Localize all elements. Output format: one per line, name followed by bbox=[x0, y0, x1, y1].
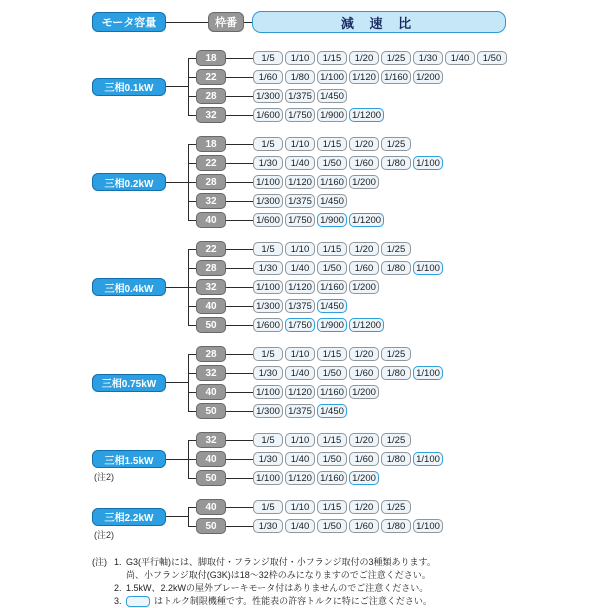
ratio-box: 1/40 bbox=[285, 452, 315, 466]
motor-capacity-label: 三相0.75kW bbox=[92, 374, 166, 392]
capacity-group bbox=[92, 499, 600, 540]
frame-rows bbox=[188, 136, 443, 228]
branch-line bbox=[188, 392, 196, 393]
ratio-box: 1/5 bbox=[253, 51, 283, 65]
ratio-list bbox=[253, 500, 411, 514]
footnote-line-2 bbox=[92, 569, 600, 582]
ratio-box-torque-limited: 1/900 bbox=[317, 318, 347, 332]
ratio-box: 1/10 bbox=[285, 347, 315, 361]
ratio-box: 1/600 bbox=[253, 108, 283, 122]
connector-line bbox=[226, 287, 253, 288]
ratio-box: 1/80 bbox=[285, 70, 315, 84]
connector-line bbox=[226, 182, 253, 183]
branch-line bbox=[188, 58, 196, 59]
frame-number-box: 28 bbox=[196, 346, 226, 362]
ratio-box: 1/5 bbox=[253, 500, 283, 514]
ratio-box: 1/375 bbox=[285, 89, 315, 103]
ratio-box: 1/15 bbox=[317, 347, 347, 361]
frame-number-box: 32 bbox=[196, 432, 226, 448]
frame-row bbox=[188, 155, 443, 171]
ratio-box: 1/5 bbox=[253, 242, 283, 256]
capacity-group bbox=[92, 432, 600, 486]
note-number: 3. bbox=[114, 596, 122, 607]
ratio-box-torque-limited: 1/750 bbox=[285, 318, 315, 332]
ratio-box: 1/80 bbox=[381, 156, 411, 170]
frame-row bbox=[188, 403, 443, 419]
connector-line bbox=[226, 392, 253, 393]
frame-row bbox=[188, 279, 443, 295]
capacity-group bbox=[92, 346, 600, 419]
ratio-list bbox=[253, 51, 507, 65]
branch-line bbox=[188, 325, 196, 326]
connector-line bbox=[166, 459, 188, 460]
note-prefix: (注) bbox=[92, 557, 107, 567]
ratio-box: 1/160 bbox=[381, 70, 411, 84]
ratio-box: 1/20 bbox=[349, 51, 379, 65]
ratio-box: 1/15 bbox=[317, 51, 347, 65]
ratio-box: 1/450 bbox=[317, 194, 347, 208]
ratio-box: 1/40 bbox=[285, 366, 315, 380]
ratio-box: 1/100 bbox=[317, 70, 347, 84]
ratio-list bbox=[253, 299, 347, 313]
ratio-box: 1/40 bbox=[285, 261, 315, 275]
torque-limited-model-icon bbox=[126, 596, 150, 607]
frame-number-box: 22 bbox=[196, 241, 226, 257]
branch-line bbox=[188, 144, 196, 145]
ratio-box: 1/5 bbox=[253, 347, 283, 361]
frame-row bbox=[188, 470, 443, 486]
branch-line bbox=[188, 478, 196, 479]
ratio-box: 1/20 bbox=[349, 433, 379, 447]
connector-line bbox=[226, 163, 253, 164]
connector-line bbox=[226, 268, 253, 269]
ratio-box: 1/40 bbox=[445, 51, 475, 65]
frame-rows bbox=[188, 50, 507, 123]
reduction-ratio-header: 減 速 比 bbox=[252, 11, 506, 33]
branch-line bbox=[188, 306, 196, 307]
frame-row bbox=[188, 241, 443, 257]
ratio-list bbox=[253, 385, 379, 399]
ratio-box: 1/200 bbox=[349, 175, 379, 189]
frame-row bbox=[188, 69, 507, 85]
connector-line bbox=[226, 440, 253, 441]
connector-line bbox=[226, 411, 253, 412]
ratio-box: 1/15 bbox=[317, 137, 347, 151]
frame-number-box: 32 bbox=[196, 193, 226, 209]
motor-capacity-label: 三相0.1kW bbox=[92, 78, 166, 96]
motor-capacity-cell bbox=[92, 241, 166, 333]
ratio-box-torque-limited: 1/450 bbox=[317, 299, 347, 313]
frame-row bbox=[188, 174, 443, 190]
frame-row bbox=[188, 317, 443, 333]
ratio-box: 1/30 bbox=[253, 452, 283, 466]
branch-line bbox=[188, 354, 196, 355]
ratio-box: 1/300 bbox=[253, 194, 283, 208]
ratio-box: 1/60 bbox=[349, 156, 379, 170]
frame-rows bbox=[188, 432, 443, 486]
motor-capacity-label: 三相1.5kW bbox=[92, 450, 166, 468]
ratio-box-torque-limited: 1/200 bbox=[349, 471, 379, 485]
frame-rows bbox=[188, 241, 443, 333]
motor-capacity-cell bbox=[92, 50, 166, 123]
frame-row bbox=[188, 212, 443, 228]
ratio-box: 1/30 bbox=[253, 261, 283, 275]
frame-rows bbox=[188, 346, 443, 419]
ratio-box: 1/200 bbox=[349, 280, 379, 294]
branch-line bbox=[188, 440, 196, 441]
ratio-box: 1/160 bbox=[317, 471, 347, 485]
frame-number-box: 40 bbox=[196, 451, 226, 467]
frame-row bbox=[188, 50, 507, 66]
connector-line bbox=[226, 478, 253, 479]
ratio-box: 1/25 bbox=[381, 500, 411, 514]
ratio-list bbox=[253, 366, 443, 380]
capacity-note: (注2) bbox=[94, 472, 114, 482]
ratio-box: 1/50 bbox=[317, 366, 347, 380]
branch-line bbox=[188, 287, 196, 288]
ratio-box-torque-limited: 1/450 bbox=[317, 404, 347, 418]
connector-line bbox=[226, 507, 253, 508]
ratio-box: 1/900 bbox=[317, 108, 347, 122]
ratio-box: 1/50 bbox=[317, 452, 347, 466]
ratio-box-torque-limited: 1/100 bbox=[413, 366, 443, 380]
frame-row bbox=[188, 346, 443, 362]
ratio-box: 1/160 bbox=[317, 385, 347, 399]
frame-row bbox=[188, 88, 507, 104]
ratio-box: 1/10 bbox=[285, 433, 315, 447]
frame-number-box: 50 bbox=[196, 403, 226, 419]
ratio-box-torque-limited: 1/100 bbox=[413, 156, 443, 170]
ratio-box: 1/15 bbox=[317, 242, 347, 256]
frame-number-box: 18 bbox=[196, 50, 226, 66]
branch-line bbox=[188, 220, 196, 221]
frame-row bbox=[188, 451, 443, 467]
connector-line bbox=[226, 220, 253, 221]
ratio-box: 1/600 bbox=[253, 318, 283, 332]
ratio-box: 1/100 bbox=[253, 175, 283, 189]
ratio-box: 1/40 bbox=[285, 519, 315, 533]
connector-line bbox=[166, 22, 208, 23]
footnote-line-4 bbox=[92, 595, 600, 608]
ratio-box: 1/160 bbox=[317, 175, 347, 189]
connector-line bbox=[226, 58, 253, 59]
ratio-box: 1/20 bbox=[349, 347, 379, 361]
motor-capacity-label: 三相2.2kW bbox=[92, 508, 166, 526]
frame-number-box: 22 bbox=[196, 155, 226, 171]
frame-number-box: 18 bbox=[196, 136, 226, 152]
ratio-box: 1/100 bbox=[413, 519, 443, 533]
motor-capacity-label: 三相0.4kW bbox=[92, 278, 166, 296]
ratio-box: 1/100 bbox=[253, 471, 283, 485]
connector-line bbox=[166, 516, 188, 517]
ratio-box-torque-limited: 1/900 bbox=[317, 213, 347, 227]
motor-capacity-cell bbox=[92, 499, 166, 540]
ratio-box: 1/60 bbox=[349, 452, 379, 466]
ratio-box: 1/80 bbox=[381, 452, 411, 466]
motor-capacity-label: 三相0.2kW bbox=[92, 173, 166, 191]
ratio-box-torque-limited: 1/1200 bbox=[349, 318, 384, 332]
ratio-list bbox=[253, 318, 384, 332]
ratio-box: 1/160 bbox=[317, 280, 347, 294]
ratio-box: 1/25 bbox=[381, 51, 411, 65]
ratio-box: 1/300 bbox=[253, 299, 283, 313]
capacity-group bbox=[92, 50, 600, 123]
ratio-box: 1/10 bbox=[285, 51, 315, 65]
ratio-box: 1/200 bbox=[413, 70, 443, 84]
connector-line bbox=[226, 77, 253, 78]
ratio-list bbox=[253, 261, 443, 275]
capacity-note: (注2) bbox=[94, 529, 114, 540]
frame-number-box: 28 bbox=[196, 174, 226, 190]
ratio-list bbox=[253, 471, 379, 485]
ratio-list bbox=[253, 89, 347, 103]
ratio-box: 1/600 bbox=[253, 213, 283, 227]
branch-line bbox=[188, 201, 196, 202]
note-text: 尚、小フランジ取付(G3K)は18～32枠のみになりますのでご注意ください。 bbox=[126, 570, 431, 581]
branch-line bbox=[188, 459, 196, 460]
ratio-box: 1/10 bbox=[285, 137, 315, 151]
motor-capacity-header: モータ容量 bbox=[92, 12, 166, 32]
ratio-box: 1/25 bbox=[381, 433, 411, 447]
ratio-box: 1/300 bbox=[253, 404, 283, 418]
frame-number-box: 40 bbox=[196, 298, 226, 314]
connector-line bbox=[166, 382, 188, 383]
ratio-list bbox=[253, 213, 384, 227]
ratio-box: 1/100 bbox=[253, 385, 283, 399]
ratio-box: 1/25 bbox=[381, 347, 411, 361]
frame-number-box: 50 bbox=[196, 317, 226, 333]
ratio-box-torque-limited: 1/100 bbox=[413, 452, 443, 466]
frame-row bbox=[188, 365, 443, 381]
connector-line bbox=[226, 306, 253, 307]
frame-number-box: 22 bbox=[196, 69, 226, 85]
branch-line bbox=[188, 373, 196, 374]
capacity-group bbox=[92, 241, 600, 333]
ratio-box: 1/30 bbox=[253, 156, 283, 170]
connector-line bbox=[226, 249, 253, 250]
frame-number-box: 28 bbox=[196, 88, 226, 104]
ratio-box: 1/30 bbox=[253, 519, 283, 533]
ratio-box: 1/375 bbox=[285, 299, 315, 313]
footnote-line-3 bbox=[92, 582, 600, 595]
branch-line bbox=[188, 268, 196, 269]
branch-line bbox=[188, 77, 196, 78]
frame-number-box: 40 bbox=[196, 384, 226, 400]
branch-line bbox=[188, 526, 196, 527]
ratio-box: 1/20 bbox=[349, 137, 379, 151]
connector-line bbox=[226, 325, 253, 326]
note-text: はトルク制限機種です。性能表の許容トルクに特にご注意ください。 bbox=[154, 596, 432, 607]
frame-number-box: 50 bbox=[196, 518, 226, 534]
ratio-box: 1/50 bbox=[317, 519, 347, 533]
ratio-box: 1/50 bbox=[317, 156, 347, 170]
motor-capacity-cell bbox=[92, 432, 166, 486]
ratio-box: 1/300 bbox=[253, 89, 283, 103]
frame-number-box: 32 bbox=[196, 107, 226, 123]
ratio-box: 1/80 bbox=[381, 261, 411, 275]
ratio-box: 1/60 bbox=[349, 261, 379, 275]
ratio-box: 1/120 bbox=[285, 175, 315, 189]
ratio-box: 1/60 bbox=[349, 519, 379, 533]
branch-line bbox=[188, 115, 196, 116]
ratio-box: 1/15 bbox=[317, 433, 347, 447]
ratio-box: 1/750 bbox=[285, 108, 315, 122]
ratio-box: 1/60 bbox=[349, 366, 379, 380]
ratio-box: 1/10 bbox=[285, 500, 315, 514]
note-number: 2. bbox=[114, 583, 122, 594]
frame-number-box: 40 bbox=[196, 499, 226, 515]
ratio-box: 1/25 bbox=[381, 137, 411, 151]
motor-capacity-cell bbox=[92, 346, 166, 419]
ratio-box: 1/200 bbox=[349, 385, 379, 399]
footnote-line-1 bbox=[92, 556, 600, 569]
ratio-box: 1/750 bbox=[285, 213, 315, 227]
ratio-box: 1/50 bbox=[477, 51, 507, 65]
frame-row bbox=[188, 107, 507, 123]
frame-number-box: 28 bbox=[196, 260, 226, 276]
ratio-box: 1/80 bbox=[381, 366, 411, 380]
ratio-box: 1/100 bbox=[253, 280, 283, 294]
capacity-group bbox=[92, 136, 600, 228]
ratio-box: 1/60 bbox=[253, 70, 283, 84]
frame-number-box: 40 bbox=[196, 212, 226, 228]
ratio-box: 1/5 bbox=[253, 433, 283, 447]
ratio-list bbox=[253, 404, 347, 418]
frame-row bbox=[188, 136, 443, 152]
ratio-box: 1/375 bbox=[285, 194, 315, 208]
note-text: 1.5kW、2.2kWの屋外ブレーキモータ付はありませんのでご注意ください。 bbox=[126, 583, 429, 594]
connector-line bbox=[226, 373, 253, 374]
ratio-box: 1/25 bbox=[381, 242, 411, 256]
ratio-list bbox=[253, 175, 379, 189]
frame-number-header: 枠番 bbox=[208, 12, 244, 32]
ratio-list bbox=[253, 70, 443, 84]
branch-line bbox=[188, 411, 196, 412]
ratio-box-torque-limited: 1/1200 bbox=[349, 213, 384, 227]
ratio-box: 1/50 bbox=[317, 261, 347, 275]
ratio-box-torque-limited: 1/1200 bbox=[349, 108, 384, 122]
connector-line bbox=[226, 459, 253, 460]
connector-line bbox=[226, 96, 253, 97]
note-text: G3(平行軸)には、脚取付・フランジ取付・小フランジ取付の3種類あります。 bbox=[126, 557, 436, 567]
connector-line bbox=[244, 22, 252, 23]
ratio-list bbox=[253, 108, 384, 122]
ratio-box-torque-limited: 1/100 bbox=[413, 261, 443, 275]
ratio-list bbox=[253, 519, 443, 533]
ratio-list bbox=[253, 194, 347, 208]
motor-capacity-cell bbox=[92, 136, 166, 228]
ratio-box: 1/120 bbox=[285, 471, 315, 485]
branch-line bbox=[188, 96, 196, 97]
ratio-box: 1/20 bbox=[349, 500, 379, 514]
frame-row bbox=[188, 298, 443, 314]
frame-row bbox=[188, 260, 443, 276]
ratio-box: 1/30 bbox=[253, 366, 283, 380]
connector-line bbox=[166, 86, 188, 87]
ratio-list bbox=[253, 137, 411, 151]
capacity-groups bbox=[92, 50, 600, 540]
ratio-box: 1/120 bbox=[285, 280, 315, 294]
ratio-box: 1/120 bbox=[285, 385, 315, 399]
ratio-box: 1/375 bbox=[285, 404, 315, 418]
branch-line bbox=[188, 507, 196, 508]
connector-line bbox=[166, 287, 188, 288]
connector-line bbox=[226, 144, 253, 145]
ratio-box: 1/80 bbox=[381, 519, 411, 533]
ratio-box: 1/40 bbox=[285, 156, 315, 170]
branch-line bbox=[188, 182, 196, 183]
ratio-box: 1/5 bbox=[253, 137, 283, 151]
ratio-list bbox=[253, 280, 379, 294]
connector-line bbox=[226, 526, 253, 527]
connector-line bbox=[226, 201, 253, 202]
connector-line bbox=[226, 115, 253, 116]
note-number: 1. bbox=[114, 557, 122, 567]
frame-row bbox=[188, 384, 443, 400]
ratio-box: 1/10 bbox=[285, 242, 315, 256]
frame-number-box: 32 bbox=[196, 365, 226, 381]
ratio-list bbox=[253, 242, 411, 256]
connector-line bbox=[226, 354, 253, 355]
ratio-box: 1/30 bbox=[413, 51, 443, 65]
diagram-header bbox=[92, 10, 600, 34]
frame-number-box: 32 bbox=[196, 279, 226, 295]
ratio-list bbox=[253, 452, 443, 466]
connector-line bbox=[166, 182, 188, 183]
ratio-box: 1/20 bbox=[349, 242, 379, 256]
frame-row bbox=[188, 518, 443, 534]
ratio-box: 1/15 bbox=[317, 500, 347, 514]
frame-rows bbox=[188, 499, 443, 534]
frame-number-box: 50 bbox=[196, 470, 226, 486]
branch-line bbox=[188, 249, 196, 250]
frame-row bbox=[188, 499, 443, 515]
ratio-box: 1/450 bbox=[317, 89, 347, 103]
ratio-box: 1/120 bbox=[349, 70, 379, 84]
frame-row bbox=[188, 193, 443, 209]
branch-line bbox=[188, 163, 196, 164]
frame-row bbox=[188, 432, 443, 448]
footnotes bbox=[92, 556, 600, 608]
ratio-list bbox=[253, 156, 443, 170]
ratio-list bbox=[253, 347, 411, 361]
ratio-list bbox=[253, 433, 411, 447]
